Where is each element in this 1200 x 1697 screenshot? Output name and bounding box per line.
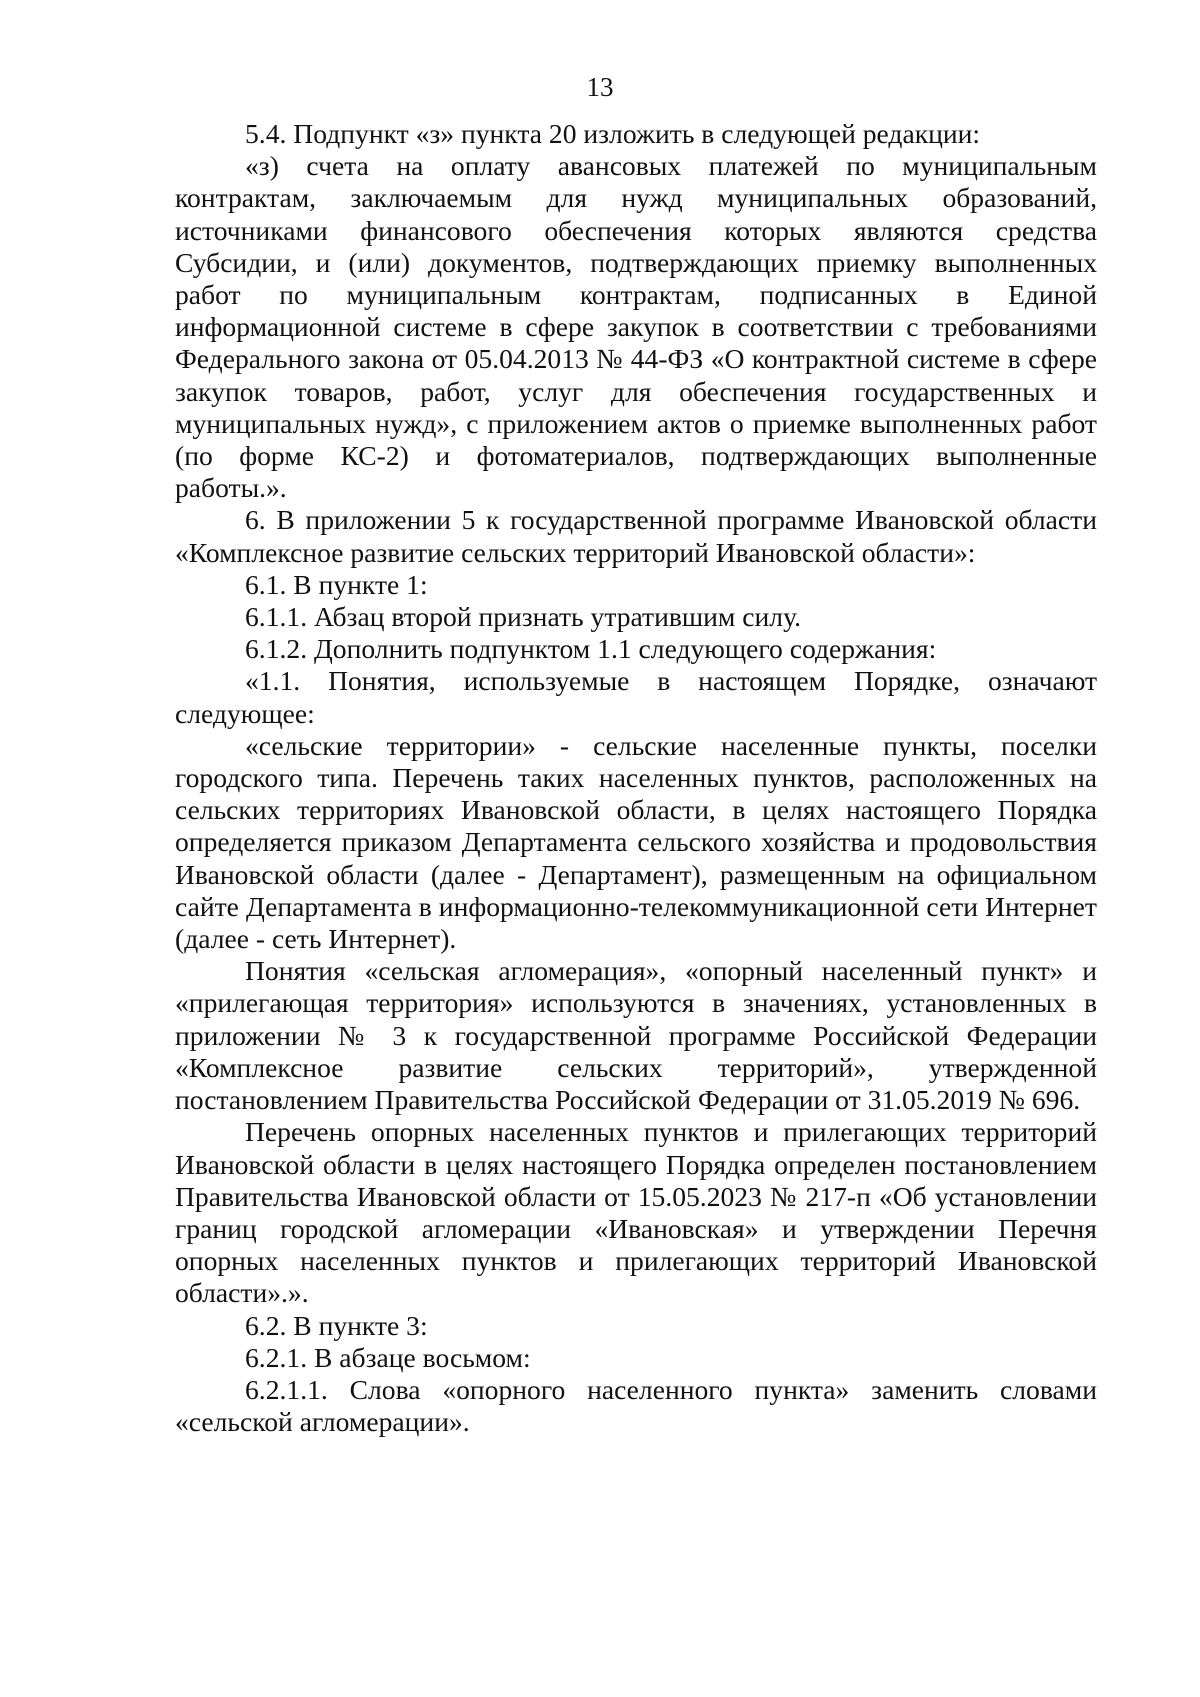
paragraph-6-2-1-1: 6.2.1.1. Слова «опорного населенного пункта» заменить словами «сельской агломерации».	[175, 1373, 1097, 1438]
paragraph-settlements-list: Перечень опорных населенных пунктов и прилегающих территорий Ивановской области в целях настоящего Порядка определен постановлением Правительства Ивановской области от 15.05.2023 № 217-п «Об установлении границ городской агломерации «Ивановская» и утверждении Перечня опорных населенных пунктов и прилегающих территорий Ивановской области».».	[175, 1116, 1097, 1309]
page-number: 13	[586, 72, 614, 102]
paragraph-1-1-definitions: «1.1. Понятия, используемые в настоящем Порядке, означают следующее:	[175, 665, 1097, 729]
paragraph-5-4: 5.4. Подпункт «з» пункта 20 изложить в следующей редакции:	[245, 118, 981, 149]
paragraph-agglomeration-terms: Понятия «сельская агломерация», «опорный населенный пункт» и «прилегающая территория» используются в значениях, установленных в приложении № 3 к государственной программе Российской Федерации «Комплексное развитие сельских территорий», утвержденной постановлением Правительства Российской Федерации от 31.05.2019 № 696.	[175, 955, 1097, 1116]
paragraph-6: 6. В приложении 5 к государственной программе Ивановской области «Комплексное развитие сельских территорий Ивановской области»:	[175, 504, 1097, 568]
paragraph-6-2: 6.2. В пункте 3:	[245, 1309, 428, 1341]
paragraph-6-1: 6.1. В пункте 1:	[245, 568, 428, 600]
paragraph-subitem-z: «з) счета на оплату авансовых платежей по муниципальным контрактам, заключаемым для нужд муниципальных образований, источниками финансового обеспечения которых являются средства Субсидии, и (или) документов, подтверждающих приемку выполненных работ по муниципальным контрактам, подписанных в Единой информационной системе в сфере закупок в соответствии с требованиями Федерального закона от 05.04.2013 № 44-ФЗ «О контрактной системе в сфере закупок товаров, работ, услуг для обеспечения государственных и муниципальных нужд», с приложением актов о приемке выполненных работ (по форме КС-2) и фотоматериалов, подтверждающих выполненные работы.».	[175, 150, 1097, 504]
paragraph-6-1-1: 6.1.1. Абзац второй признать утратившим силу.	[245, 601, 801, 633]
paragraph-6-2-1: 6.2.1. В абзаце восьмом:	[245, 1341, 531, 1373]
document-body	[175, 118, 1097, 1438]
paragraph-rural-territories: «сельские территории» - сельские населенные пункты, поселки городского типа. Перечень таких населенных пунктов, расположенных на сельских территориях Ивановской области, в целях настоящего Порядка определяется приказом Департамента сельского хозяйства и продовольствия Ивановской области (далее - Департамент), размещенным на официальном сайте Департамента в информационно-телекоммуникационной сети Интернет (далее - сеть Интернет).	[175, 729, 1097, 955]
paragraph-6-1-2: 6.1.2. Дополнить подпунктом 1.1 следующего содержания:	[245, 633, 937, 665]
